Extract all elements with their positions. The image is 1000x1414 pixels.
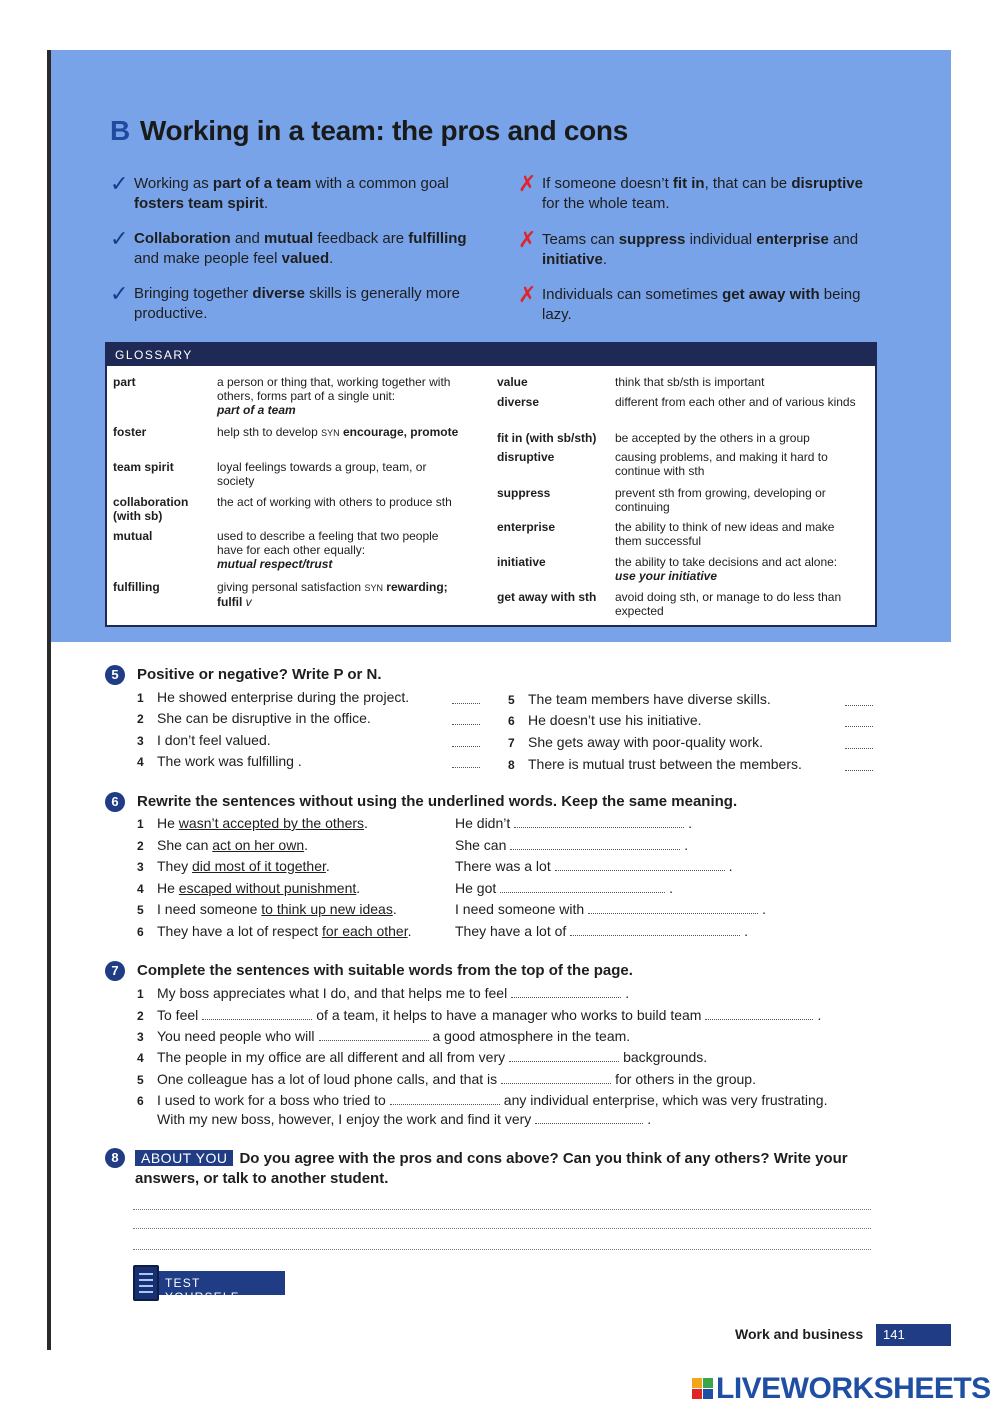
liveworksheets-icon xyxy=(692,1378,714,1400)
footer-unit: Work and business xyxy=(735,1326,864,1342)
text-fragment: with a common goal xyxy=(311,175,449,192)
pros-cons-item-pro xyxy=(110,226,470,269)
pros-cons-text xyxy=(110,226,470,269)
text-fragment: for the whole team. xyxy=(542,195,670,212)
definition-text: used to describe a feeling that two people have for each other equally: xyxy=(217,529,439,557)
answer-blank[interactable] xyxy=(501,1072,611,1084)
rewrite-prompt: I need someone with xyxy=(455,901,585,918)
glossary-term: initiative xyxy=(497,555,546,569)
answer-blank[interactable] xyxy=(452,760,480,768)
answer-blank[interactable] xyxy=(845,698,873,706)
item-text: The team members have diverse skills. xyxy=(528,691,771,707)
answer-blank[interactable] xyxy=(390,1093,500,1105)
item-number: 4 xyxy=(137,1051,144,1065)
definition-text: different from each other and of various kinds xyxy=(615,395,856,409)
sentence-start: He xyxy=(157,879,179,896)
answer-blank[interactable] xyxy=(510,838,680,850)
section-heading: Working in a team: the pros and cons xyxy=(139,115,629,146)
underlined-words: did most of it together xyxy=(192,858,326,875)
sentence-part: a good atmosphere in the team. xyxy=(432,1028,631,1044)
underlined-words: act on her own xyxy=(212,836,305,853)
rewrite-prompt: They have a lot of xyxy=(455,923,567,939)
rewrite-prompt: He didn’t xyxy=(455,815,511,831)
glossary-term: diverse xyxy=(497,395,540,409)
sentence-start: She can xyxy=(157,836,213,853)
pros-cons-text xyxy=(518,171,878,214)
glossary-definition xyxy=(615,590,860,618)
item-number: 1 xyxy=(137,817,144,831)
answer-blank[interactable] xyxy=(555,859,725,871)
exercise-5-item xyxy=(508,755,802,774)
answer-blank[interactable] xyxy=(452,717,480,725)
glossary-term: enterprise xyxy=(497,520,556,534)
glossary-term: disruptive xyxy=(497,450,555,464)
key-phrase: fosters team spirit xyxy=(134,195,265,212)
exercise-7-title: Complete the sentences with suitable words from the top of the page. xyxy=(137,962,633,979)
sentence-start: He xyxy=(157,815,179,831)
answer-blank[interactable] xyxy=(570,924,740,936)
item-number: 4 xyxy=(137,881,144,896)
definition-text: avoid doing sth, or manage to do less than expected xyxy=(615,590,842,618)
answer-line-2[interactable] xyxy=(133,1228,871,1229)
checkmark-icon: ✓ xyxy=(110,281,129,306)
exercise-6-title: Rewrite the sentences without using the underlined words. Keep the same meaning. xyxy=(137,793,738,810)
sentence-part: With my new boss, however, I enjoy the work and find it very xyxy=(157,1111,532,1127)
glossary-definition xyxy=(217,375,462,417)
underlined-words: to think up new ideas xyxy=(261,901,393,918)
answer-blank[interactable] xyxy=(452,696,480,704)
pros-cons-text xyxy=(518,227,878,270)
cross-icon: ✗ xyxy=(518,282,537,307)
pros-cons-item-con xyxy=(518,227,878,270)
exercise-5-item xyxy=(508,733,763,752)
text-fragment: individual xyxy=(685,231,757,248)
answer-blank[interactable] xyxy=(500,881,665,893)
cross-icon: ✗ xyxy=(518,171,537,196)
about-you-tag: ABOUT YOU xyxy=(135,1150,233,1166)
checkmark-icon: ✓ xyxy=(110,171,129,196)
glossary-definition xyxy=(615,520,860,548)
exercise-5-item xyxy=(508,690,771,709)
sentence-part: . xyxy=(647,1111,652,1127)
definition-text: think that sb/sth is important xyxy=(615,375,765,389)
pros-cons-item-pro xyxy=(110,281,470,324)
glossary-definition xyxy=(615,431,860,445)
key-phrase: initiative xyxy=(542,251,603,268)
exercise-7-item xyxy=(137,1048,707,1067)
underlined-words: escaped without punishment xyxy=(178,879,357,896)
item-number: 4 xyxy=(137,755,144,769)
answer-blank[interactable] xyxy=(509,1050,619,1062)
item-number: 1 xyxy=(137,691,144,705)
text-fragment: Working as xyxy=(134,175,213,192)
exercise-5-item xyxy=(137,709,371,728)
definition-text: help sth to develop xyxy=(217,425,318,439)
glossary-definition xyxy=(217,580,462,609)
key-phrase: get away with xyxy=(722,286,820,303)
sentence-part: To feel xyxy=(157,1007,199,1023)
item-number: 5 xyxy=(137,1073,144,1087)
definition-text: giving personal satisfaction xyxy=(217,580,362,594)
glossary-definition xyxy=(217,460,462,488)
key-phrase: diverse xyxy=(252,285,305,302)
definition-text: the ability to take decisions and act alone: xyxy=(615,555,838,569)
sentence-start: They have a lot of respect xyxy=(157,923,322,939)
text-fragment: , that can be xyxy=(704,175,792,192)
item-number: 2 xyxy=(137,838,144,853)
pros-cons-item-pro xyxy=(110,171,470,214)
sentence-start: I need someone xyxy=(157,901,262,918)
item-text: The work was fulfilling . xyxy=(157,753,302,769)
rewrite-prompt: There was a lot xyxy=(455,858,551,875)
sentence-part: My boss appreciates what I do, and that helps me to feel xyxy=(157,985,508,1001)
item-number: 3 xyxy=(137,860,144,875)
rewrite-line: He got . xyxy=(455,879,674,896)
cross-icon: ✗ xyxy=(518,227,537,252)
item-number: 6 xyxy=(137,925,144,939)
item-text: He doesn’t use his initiative. xyxy=(528,712,702,728)
sentence-end: . xyxy=(392,901,397,918)
sentence-end: . xyxy=(356,879,361,896)
text-fragment: feedback are xyxy=(313,230,409,247)
definition-text: the act of working with others to produce sth xyxy=(217,495,452,509)
answer-blank[interactable] xyxy=(845,763,873,771)
text-fragment: and xyxy=(230,230,265,247)
glossary-definition xyxy=(615,375,860,389)
text-fragment: . xyxy=(602,251,608,268)
item-number: 8 xyxy=(508,758,515,772)
syn-label: SYN xyxy=(364,583,383,593)
glossary-definition xyxy=(615,555,860,583)
exercise-6-item xyxy=(137,857,330,876)
glossary-definition xyxy=(615,486,860,514)
answer-blank[interactable] xyxy=(588,902,758,914)
glossary-term: collaboration (with sb) xyxy=(113,495,189,523)
rewrite-line: I need someone with . xyxy=(455,901,766,918)
exercise-6-item xyxy=(137,879,360,898)
exercise-7-item xyxy=(137,1070,756,1089)
answer-blank[interactable] xyxy=(845,741,873,749)
text-fragment: Bringing together xyxy=(134,285,253,302)
sentence-part: . xyxy=(817,1007,822,1023)
item-number: 7 xyxy=(508,736,515,750)
exercise-5-number: 5 xyxy=(105,665,125,685)
key-phrase: suppress xyxy=(618,231,686,248)
answer-blank[interactable] xyxy=(514,816,684,828)
synonyms: rewarding; fulfil xyxy=(217,580,448,609)
checkmark-icon: ✓ xyxy=(110,226,129,251)
exercise-5-item xyxy=(508,711,702,730)
exercise-5-item xyxy=(137,731,271,750)
pros-cons-item-con xyxy=(518,282,878,325)
key-phrase: Collaboration xyxy=(134,230,231,247)
text-fragment: and xyxy=(828,231,859,248)
usage-example: part of a team xyxy=(217,403,296,417)
notebook-icon xyxy=(133,1265,159,1301)
glossary-term: value xyxy=(497,375,528,389)
key-phrase: fit in xyxy=(672,175,705,192)
glossary-box xyxy=(105,342,877,627)
exercise-7-item xyxy=(137,1006,821,1025)
exercise-6-number: 6 xyxy=(105,792,125,812)
sentence-start: They xyxy=(157,858,193,875)
text-fragment: Individuals can sometimes xyxy=(542,286,723,303)
item-text: He showed enterprise during the project. xyxy=(157,689,410,705)
glossary-definition xyxy=(217,529,462,571)
definition-text: loyal feelings towards a group, team, or society xyxy=(217,460,427,488)
sentence-part: of a team, it helps to have a manager who works to build team xyxy=(316,1007,702,1023)
key-phrase: fulfilling xyxy=(408,230,467,247)
text-fragment: . xyxy=(264,195,269,212)
exercise-8-title-line1: Do you agree with the pros and cons above? Can you think of any others? Write your xyxy=(239,1150,848,1167)
rewrite-line: He didn’t . xyxy=(455,815,693,831)
text-fragment: being lazy. xyxy=(542,286,861,323)
definition-text: a person or thing that, working together with others, forms part of a single unit: xyxy=(217,375,451,403)
answer-line-3[interactable] xyxy=(133,1249,871,1250)
answer-blank[interactable] xyxy=(319,1029,429,1041)
glossary-term: fulfilling xyxy=(113,580,160,594)
sentence-part: . xyxy=(625,985,630,1001)
item-text: There is mutual trust between the members. xyxy=(528,756,802,772)
exercise-5-title: Positive or negative? Write P or N. xyxy=(137,666,382,683)
sentence-part: You need people who will xyxy=(157,1028,315,1044)
exercise-8-title-line2: answers, or talk to another student. xyxy=(135,1170,389,1187)
synonyms: encourage, promote xyxy=(342,425,459,439)
key-phrase: part of a team xyxy=(212,175,312,192)
glossary-term: fit in (with sb/sth) xyxy=(497,431,597,445)
rewrite-line: There was a lot . xyxy=(455,858,733,875)
sentence-end: . xyxy=(364,815,368,831)
exercise-7-item xyxy=(137,1091,827,1110)
exercise-5-item xyxy=(137,688,409,707)
sentence-part: backgrounds. xyxy=(623,1049,708,1065)
exercise-7-item xyxy=(137,984,629,1003)
brand-logo xyxy=(692,1372,991,1406)
glossary-heading: GLOSSARY xyxy=(107,344,875,366)
definition-text: the ability to think of new ideas and make them successful xyxy=(615,520,835,548)
answer-blank[interactable] xyxy=(705,1008,813,1020)
exercise-8-title xyxy=(135,1150,848,1167)
exercise-6-item xyxy=(137,900,397,919)
item-number: 2 xyxy=(137,712,144,726)
brand-text: LIVEWORKSHEETS xyxy=(716,1372,991,1405)
exercise-5-item xyxy=(137,752,302,771)
glossary-definition xyxy=(615,450,860,478)
pros-cons-item-con xyxy=(518,171,878,214)
sentence-part: I used to work for a boss who tried to xyxy=(157,1092,386,1108)
glossary-term: part xyxy=(113,375,136,389)
pros-cons-text xyxy=(518,282,878,325)
sentence-part: any individual enterprise, which was very frustrating. xyxy=(503,1092,828,1108)
exercise-6-item xyxy=(137,922,412,941)
glossary-term: foster xyxy=(113,425,147,439)
sentence-part: for others in the group. xyxy=(615,1071,756,1087)
key-phrase: mutual xyxy=(264,230,314,247)
word-class: v xyxy=(242,595,252,609)
section-title xyxy=(110,115,628,147)
item-number: 6 xyxy=(508,714,515,728)
item-number: 1 xyxy=(137,987,144,1001)
item-number: 2 xyxy=(137,1009,144,1023)
sentence-part: The people in my office are all different and all from very xyxy=(157,1049,506,1065)
text-fragment: . xyxy=(329,250,334,267)
answer-blank[interactable] xyxy=(511,986,621,998)
answer-line-1[interactable] xyxy=(133,1209,871,1210)
definition-text: causing problems, and making it hard to continue with sth xyxy=(615,450,828,478)
answer-blank[interactable] xyxy=(202,1008,312,1020)
exercise-6-item xyxy=(137,814,368,833)
text-fragment: If someone doesn’t xyxy=(542,175,673,192)
glossary-definition xyxy=(217,425,462,440)
page-number: 141 xyxy=(876,1324,951,1346)
section-letter: B xyxy=(110,115,130,146)
item-number: 6 xyxy=(137,1094,144,1108)
sentence-part: One colleague has a lot of loud phone calls, and that is xyxy=(157,1071,498,1087)
definition-text: be accepted by the others in a group xyxy=(615,431,810,445)
glossary-definition xyxy=(217,495,462,509)
sentence-end: . xyxy=(304,836,308,853)
item-number: 5 xyxy=(508,693,515,707)
test-yourself-button[interactable]: TEST YOURSELF xyxy=(133,1271,285,1295)
rewrite-prompt: She can xyxy=(455,836,507,853)
rewrite-line: She can . xyxy=(455,836,689,853)
key-phrase: valued xyxy=(281,250,330,267)
answer-blank[interactable] xyxy=(452,739,480,747)
item-text: I don’t feel valued. xyxy=(157,732,271,748)
exercise-7-item xyxy=(137,1027,630,1046)
key-phrase: enterprise xyxy=(756,231,829,248)
glossary-term: team spirit xyxy=(113,460,174,474)
glossary-term: get away with sth xyxy=(497,590,597,604)
key-phrase: disruptive xyxy=(791,175,863,192)
text-fragment: and make people feel xyxy=(134,250,282,267)
exercise-6-item xyxy=(137,836,308,855)
pros-cons-text xyxy=(110,281,470,324)
glossary-definition xyxy=(615,395,860,409)
exercise-7-number: 7 xyxy=(105,961,125,981)
sentence-end: . xyxy=(325,858,330,875)
rewrite-prompt: He got xyxy=(455,879,497,896)
definition-text: prevent sth from growing, developing or continuing xyxy=(615,486,826,514)
item-number: 3 xyxy=(137,1030,144,1044)
glossary-term: suppress xyxy=(497,486,551,500)
item-text: She gets away with poor-quality work. xyxy=(528,734,763,750)
exercise-7-item-6-line-2 xyxy=(157,1110,651,1128)
exercise-8-number: 8 xyxy=(105,1148,125,1168)
underlined-words: for each other xyxy=(321,923,408,939)
item-number: 3 xyxy=(137,734,144,748)
item-number: 5 xyxy=(137,903,144,918)
usage-example: mutual respect/trust xyxy=(217,557,333,571)
sentence-end: . xyxy=(407,923,412,939)
underlined-words: wasn’t accepted by the others xyxy=(178,815,365,831)
answer-blank[interactable] xyxy=(845,719,873,727)
item-text: She can be disruptive in the office. xyxy=(157,710,371,726)
rewrite-line: They have a lot of . xyxy=(455,923,749,939)
pros-cons-text xyxy=(110,171,470,214)
usage-example: use your initiative xyxy=(615,569,718,583)
glossary-term: mutual xyxy=(113,529,153,543)
answer-blank[interactable] xyxy=(535,1112,643,1124)
text-fragment: Teams can xyxy=(542,231,619,248)
text-fragment: skills is generally more productive. xyxy=(134,285,461,322)
syn-label: SYN xyxy=(321,428,340,438)
